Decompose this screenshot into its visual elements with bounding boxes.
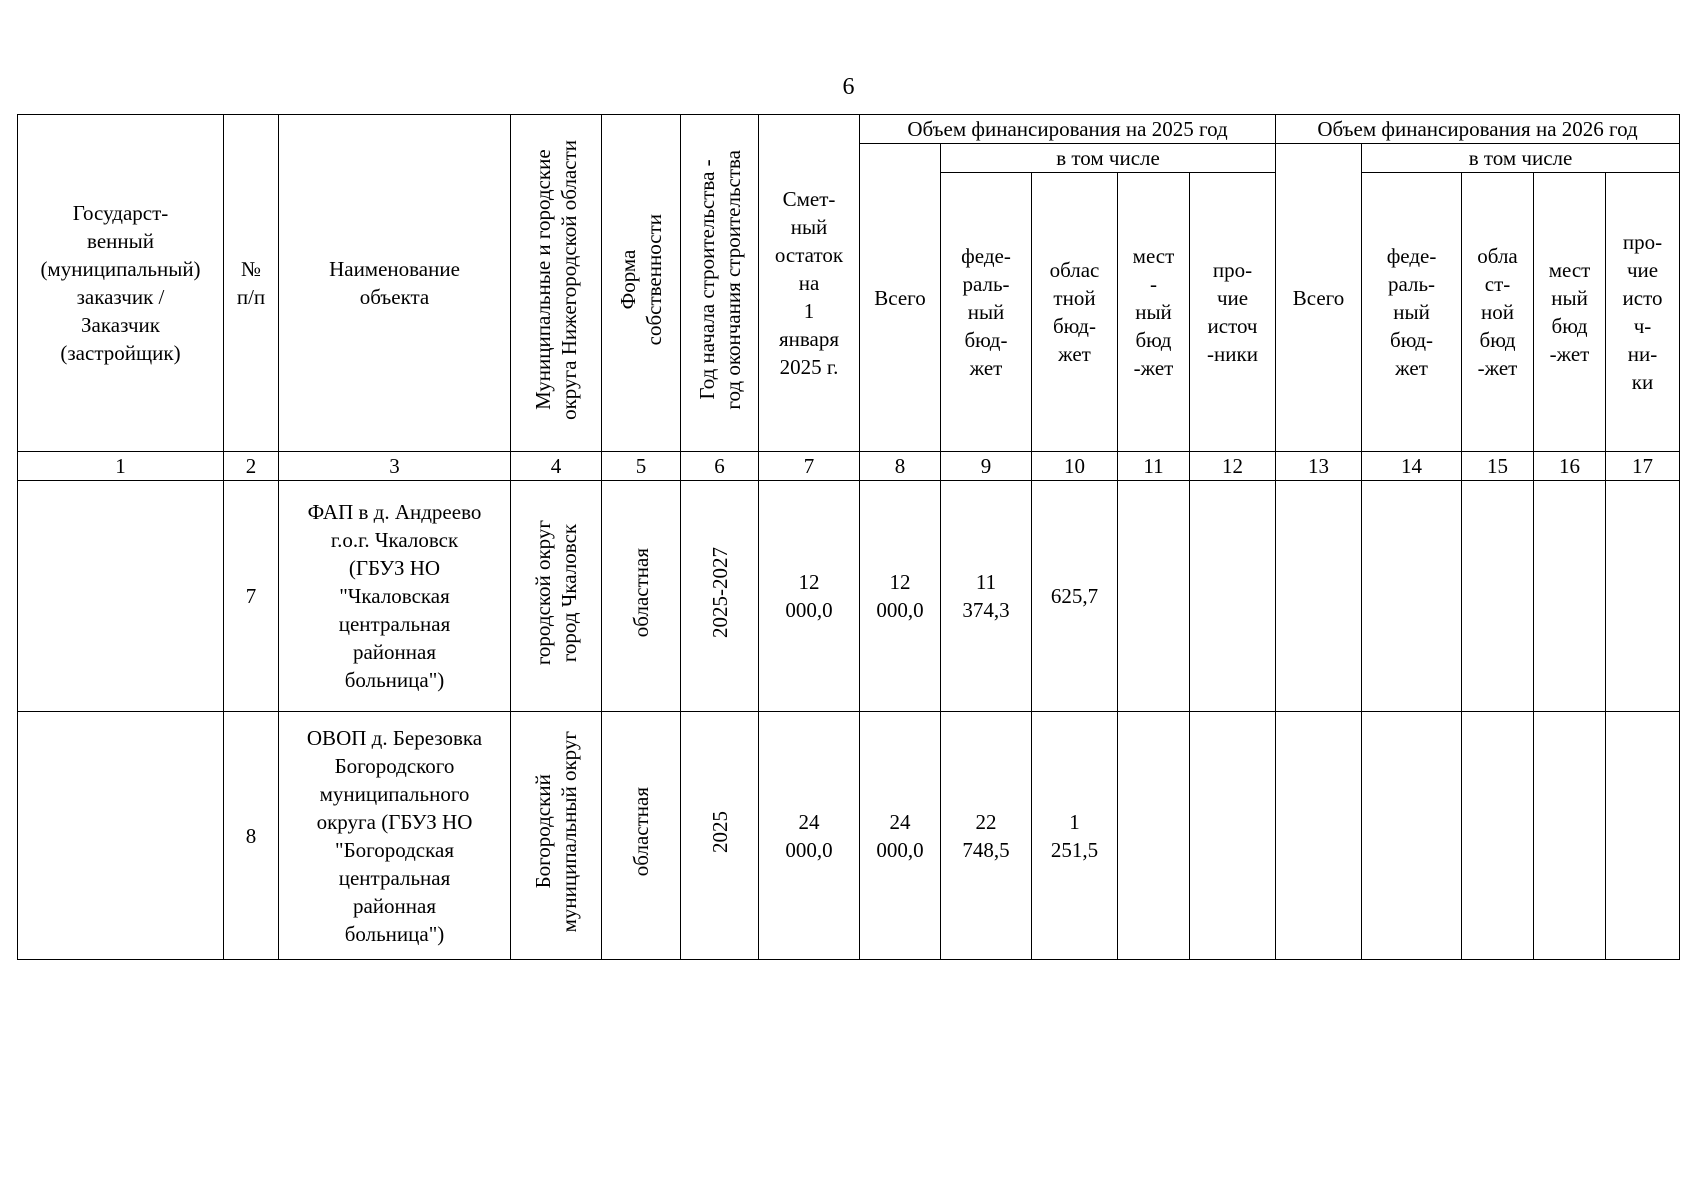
header-including-2026: в том числе: [1362, 144, 1680, 173]
row-regional-2026: [1462, 712, 1534, 960]
header-federal-2026: феде- раль- ный бюд- жет: [1362, 173, 1462, 452]
row-balance: 12 000,0: [759, 481, 860, 712]
row-other-2025: [1190, 481, 1276, 712]
row-other-2025: [1190, 712, 1276, 960]
row-years: 2025-2027: [681, 481, 759, 712]
row-other-2026: [1606, 712, 1680, 960]
row-total-2025: 12 000,0: [860, 481, 941, 712]
column-number: 6: [681, 452, 759, 481]
column-number: 14: [1362, 452, 1462, 481]
row-federal-2025: 22 748,5: [941, 712, 1032, 960]
row-local-2025: [1118, 481, 1190, 712]
header-customer: Государст- венный (муниципальный) заказчик / Заказчик (застройщик): [18, 115, 224, 452]
row-customer: [18, 712, 224, 960]
header-municipality: Муниципальные и городские округа Нижегородской области: [511, 115, 602, 452]
column-number: 7: [759, 452, 860, 481]
header-regional-2026: обла ст- ной бюд -жет: [1462, 173, 1534, 452]
row-local-2026: [1534, 481, 1606, 712]
column-numbers-row: [18, 452, 1680, 481]
column-number: 13: [1276, 452, 1362, 481]
row-regional-2025: 625,7: [1032, 481, 1118, 712]
row-other-2026: [1606, 481, 1680, 712]
header-funding-2025: Объем финансирования на 2025 год: [860, 115, 1276, 144]
column-number: 17: [1606, 452, 1680, 481]
row-years: 2025: [681, 712, 759, 960]
column-number: 4: [511, 452, 602, 481]
header-regional-2025: облас тной бюд- жет: [1032, 173, 1118, 452]
row-number: 8: [224, 712, 279, 960]
header-balance: Смет- ный остаток на 1 января 2025 г.: [759, 115, 860, 452]
header-total-2025: Всего: [860, 144, 941, 452]
header-ownership: Форма собственности: [602, 115, 681, 452]
row-federal-2025: 11 374,3: [941, 481, 1032, 712]
row-object-name: ОВОП д. Березовка Богородского муниципального округа (ГБУЗ НО "Богородская центральная районная больница"): [279, 712, 511, 960]
row-local-2026: [1534, 712, 1606, 960]
column-number: 2: [224, 452, 279, 481]
row-regional-2026: [1462, 481, 1534, 712]
funding-table: [17, 114, 1680, 960]
row-number: 7: [224, 481, 279, 712]
column-number: 9: [941, 452, 1032, 481]
header-total-2026: Всего: [1276, 144, 1362, 452]
column-number: 10: [1032, 452, 1118, 481]
row-object-name: ФАП в д. Андреево г.о.г. Чкаловск (ГБУЗ НО "Чкаловская центральная районная больница"): [279, 481, 511, 712]
table-row: [18, 481, 1680, 712]
header-local-2025: мест - ный бюд -жет: [1118, 173, 1190, 452]
row-municipality: городской округ город Чкаловск: [511, 481, 602, 712]
header-years: Год начала строительства - год окончания строительства: [681, 115, 759, 452]
row-total-2026: [1276, 712, 1362, 960]
row-balance: 24 000,0: [759, 712, 860, 960]
row-federal-2026: [1362, 481, 1462, 712]
row-regional-2025: 1 251,5: [1032, 712, 1118, 960]
column-number: 5: [602, 452, 681, 481]
header-local-2026: мест ный бюд -жет: [1534, 173, 1606, 452]
column-number: 11: [1118, 452, 1190, 481]
column-number: 1: [18, 452, 224, 481]
row-municipality: Богородский муниципальный округ: [511, 712, 602, 960]
header-other-2025: про- чие источ -ники: [1190, 173, 1276, 452]
row-customer: [18, 481, 224, 712]
row-federal-2026: [1362, 712, 1462, 960]
row-local-2025: [1118, 712, 1190, 960]
header-funding-2026: Объем финансирования на 2026 год: [1276, 115, 1680, 144]
column-number: 8: [860, 452, 941, 481]
column-number: 3: [279, 452, 511, 481]
column-number: 16: [1534, 452, 1606, 481]
header-row-1: [18, 115, 1680, 144]
column-number: 15: [1462, 452, 1534, 481]
table-row: [18, 712, 1680, 960]
header-federal-2025: феде- раль- ный бюд- жет: [941, 173, 1032, 452]
header-including-2025: в том числе: [941, 144, 1276, 173]
column-number: 12: [1190, 452, 1276, 481]
header-other-2026: про- чие исто ч- ни- ки: [1606, 173, 1680, 452]
row-total-2025: 24 000,0: [860, 712, 941, 960]
header-number: № п/п: [224, 115, 279, 452]
row-ownership: областная: [602, 481, 681, 712]
page-number: 6: [842, 74, 855, 100]
header-name: Наименование объекта: [279, 115, 511, 452]
row-total-2026: [1276, 481, 1362, 712]
row-ownership: областная: [602, 712, 681, 960]
